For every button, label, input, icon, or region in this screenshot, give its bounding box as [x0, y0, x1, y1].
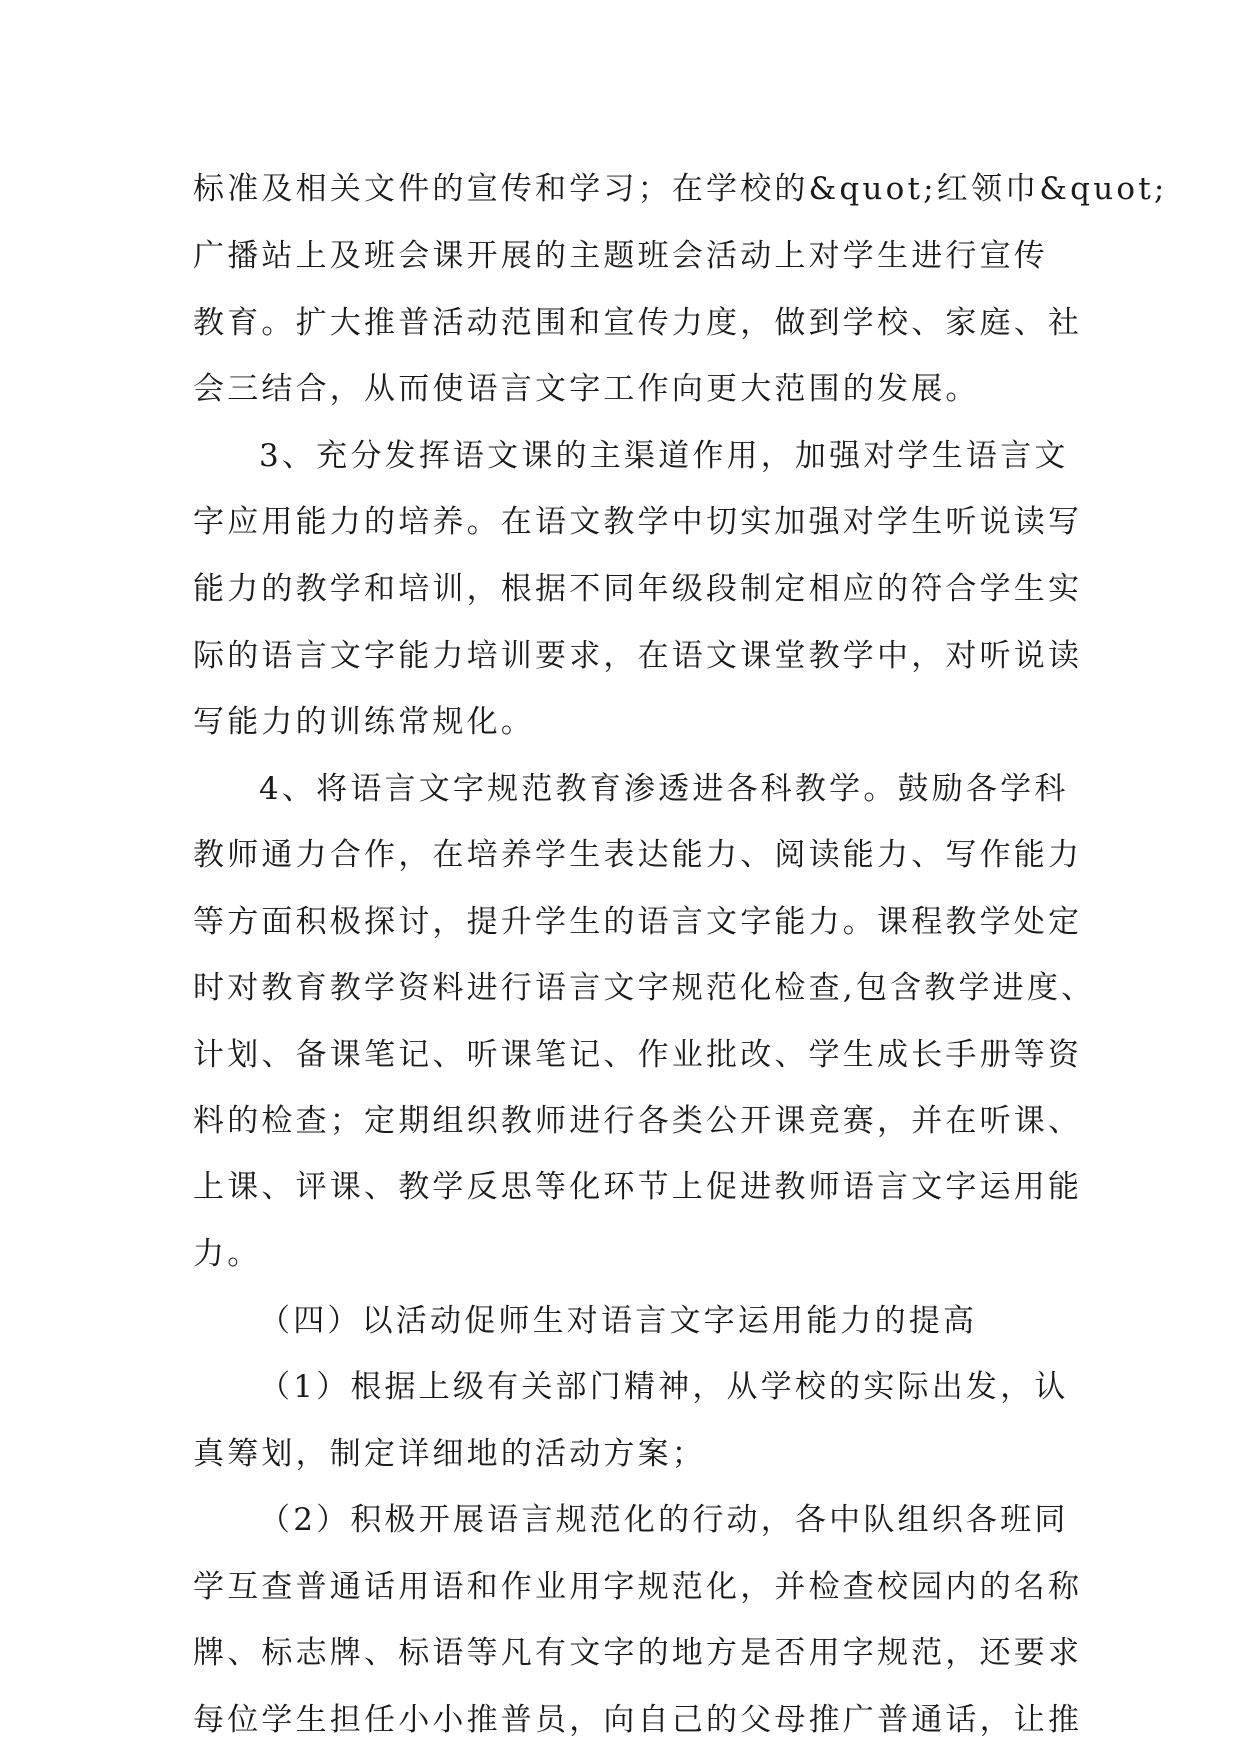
text-line: 标准及相关文件的宣传和学习；在学校的&quot;红领巾&quot;: [193, 171, 1168, 207]
text-line: 力。: [193, 1236, 262, 1272]
text-line: 真筹划，制定详细地的活动方案；: [193, 1436, 706, 1472]
section-heading: （四）以活动促师生对语言文字运用能力的提高: [259, 1303, 978, 1339]
text-line: 上课、评课、教学反思等化环节上促进教师语言文字运用能: [193, 1169, 1083, 1205]
text-line: 料的检查；定期组织教师进行各类公开课竞赛，并在听课、: [193, 1103, 1083, 1139]
text-line: 学互查普通话用语和作业用字规范化，并检查校园内的名称: [193, 1569, 1083, 1605]
text-line: 会三结合，从而使语言文字工作向更大范围的发展。: [193, 371, 980, 407]
paragraph-start-line: 4、将语言文字规范教育渗透进各科教学。鼓励各学科: [259, 771, 1069, 807]
text-line: 际的语言文字能力培训要求，在语文课堂教学中，对听说读: [193, 638, 1083, 674]
text-line: 字应用能力的培养。在语文教学中切实加强对学生听说读写: [193, 504, 1083, 540]
text-line: 等方面积极探讨，提升学生的语言文字能力。课程教学处定: [193, 904, 1083, 940]
paragraph-start-line: （1）根据上级有关部门精神，从学校的实际出发，认: [259, 1369, 1069, 1405]
text-line: 牌、标志牌、标语等凡有文字的地方是否用字规范，还要求: [193, 1635, 1083, 1671]
paragraph-start-line: 3、充分发挥语文课的主渠道作用，加强对学生语言文: [259, 438, 1069, 474]
text-line: 每位学生担任小小推普员，向自己的父母推广普通话，让推: [193, 1702, 1083, 1738]
text-line: 广播站上及班会课开展的主题班会活动上对学生进行宣传: [193, 238, 1048, 274]
text-line: 教育。扩大推普活动范围和宣传力度，做到学校、家庭、社: [193, 305, 1083, 341]
paragraph-start-line: （2）积极开展语言规范化的行动，各中队组织各班同: [259, 1502, 1069, 1538]
text-line: 时对教育教学资料进行语言文字规范化检查,包含教学进度、: [193, 970, 1096, 1006]
text-line: 写能力的训练常规化。: [193, 704, 535, 740]
text-line: 教师通力合作，在培养学生表达能力、阅读能力、写作能力: [193, 837, 1083, 873]
text-line: 能力的教学和培训，根据不同年级段制定相应的符合学生实: [193, 571, 1083, 607]
text-line: 计划、备课笔记、听课笔记、作业批改、学生成长手册等资: [193, 1037, 1083, 1073]
